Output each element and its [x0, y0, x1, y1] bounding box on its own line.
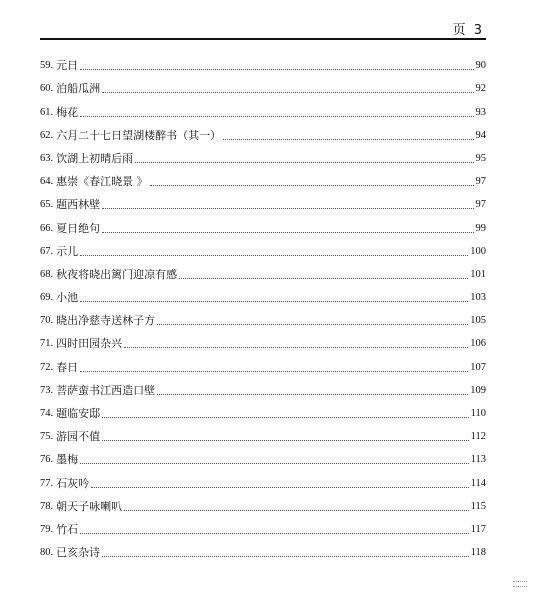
entry-number: 69.	[40, 292, 54, 304]
entry-page-number: 94	[475, 129, 486, 141]
dot-leader	[135, 161, 473, 163]
entry-title: 春日	[56, 360, 79, 374]
entry-title: 元日	[56, 59, 79, 73]
dot-leader	[124, 509, 469, 511]
toc-entry[interactable]	[40, 444, 486, 467]
toc-entry[interactable]	[40, 259, 486, 282]
entry-number: 63.	[40, 152, 54, 164]
toc-entry[interactable]	[40, 421, 486, 444]
entry-title: 泊船瓜洲	[56, 82, 101, 96]
entry-page-number: 97	[475, 199, 486, 211]
entry-number: 71.	[40, 338, 54, 350]
entry-title: 梅花	[56, 105, 79, 119]
dot-leader	[80, 532, 469, 534]
entry-title: 六月二十七日望湖楼醉书（其一）	[56, 128, 222, 142]
page-header	[40, 18, 486, 40]
dot-leader	[150, 184, 474, 186]
toc-entry[interactable]	[40, 73, 486, 96]
entry-title: 晓出净慈寺送林子方	[56, 314, 156, 328]
entry-title: 已亥杂诗	[56, 546, 101, 560]
toc-entry[interactable]	[40, 305, 486, 328]
entry-number: 65.	[40, 199, 54, 211]
entry-number: 61.	[40, 106, 54, 118]
toc-entry[interactable]	[40, 96, 486, 119]
entry-title: 题西林壁	[56, 198, 101, 212]
entry-title: 菩萨蛮书江西造口壁	[56, 383, 156, 397]
dot-leader	[80, 254, 468, 256]
entry-page-number: 114	[470, 477, 486, 489]
dot-leader	[102, 231, 473, 233]
dot-leader	[102, 439, 469, 441]
entry-page-number: 101	[470, 268, 486, 280]
toc-entry[interactable]	[40, 328, 486, 351]
dot-leader	[80, 370, 468, 372]
entry-title: 惠崇《春江晓景 》	[56, 175, 148, 189]
entry-page-number: 97	[475, 176, 486, 188]
entry-page-number: 115	[470, 500, 486, 512]
entry-page-number: 99	[475, 222, 486, 234]
toc-entry[interactable]	[40, 514, 486, 537]
entry-page-number: 90	[475, 60, 486, 72]
dot-leader	[102, 555, 469, 557]
toc-entry[interactable]	[40, 351, 486, 374]
dot-leader	[80, 462, 469, 464]
entry-number: 74.	[40, 408, 54, 419]
toc-entry[interactable]	[40, 189, 486, 212]
dot-leader	[157, 393, 468, 395]
entry-page-number: 92	[475, 83, 486, 95]
entry-title: 朝天子咏喇叭	[56, 499, 123, 513]
entry-title: 夏日绝句	[56, 221, 101, 235]
entry-number: 59.	[40, 60, 54, 72]
page-number-label: 页 3	[452, 23, 484, 38]
entry-title: 秋夜将晓出篱门迎凉有感	[56, 267, 178, 281]
entry-number: 80.	[40, 547, 54, 559]
toc-entry[interactable]	[40, 375, 486, 398]
entry-number: 73.	[40, 384, 54, 396]
entry-page-number: 100	[470, 245, 486, 257]
entry-page-number: 107	[470, 361, 486, 373]
entry-number: 75.	[40, 431, 54, 443]
entry-page-number: 103	[470, 292, 486, 304]
entry-number: 68.	[40, 268, 54, 280]
dot-leader	[179, 277, 468, 279]
entry-number: 66.	[40, 222, 54, 234]
dot-leader	[102, 207, 473, 209]
dot-leader	[102, 416, 469, 418]
toc-entry[interactable]	[40, 166, 486, 189]
toc-entry[interactable]	[40, 491, 486, 514]
toc-entry[interactable]	[40, 143, 486, 166]
corner-dotted-mark	[513, 581, 527, 587]
entry-page-number: 118	[470, 547, 486, 559]
dot-leader	[124, 346, 468, 348]
entry-title: 墨梅	[56, 453, 79, 467]
table-of-contents	[40, 50, 486, 560]
toc-entry[interactable]	[40, 212, 486, 235]
dot-leader	[223, 138, 473, 140]
toc-entry[interactable]	[40, 50, 486, 73]
toc-entry[interactable]	[40, 282, 486, 305]
dot-leader	[157, 323, 468, 325]
entry-page-number: 117	[470, 523, 486, 535]
dot-leader	[102, 91, 473, 93]
toc-entry[interactable]	[40, 537, 486, 560]
entry-page-number: 95	[475, 152, 486, 164]
entry-number: 60.	[40, 83, 54, 95]
entry-title: 题临安邸	[56, 407, 101, 420]
entry-title: 竹石	[56, 522, 79, 536]
toc-entry[interactable]	[40, 467, 486, 490]
dot-leader	[80, 300, 468, 302]
toc-entry[interactable]	[40, 236, 486, 259]
entry-title: 饮湖上初晴后雨	[56, 151, 134, 165]
entry-number: 76.	[40, 454, 54, 466]
entry-number: 78.	[40, 500, 54, 512]
entry-page-number: 93	[475, 106, 486, 118]
entry-title: 四时田园杂兴	[56, 337, 123, 351]
entry-number: 62.	[40, 129, 54, 141]
toc-entry[interactable]	[40, 120, 486, 143]
entry-number: 70.	[40, 315, 54, 327]
toc-entry[interactable]	[40, 398, 486, 421]
entry-number: 72.	[40, 361, 54, 373]
entry-page-number: 112	[470, 431, 486, 443]
entry-title: 示儿	[56, 244, 79, 258]
entry-title: 小池	[56, 291, 79, 305]
entry-page-number: 105	[470, 315, 486, 327]
dot-leader	[80, 68, 473, 70]
dot-leader	[91, 486, 469, 488]
entry-number: 67.	[40, 245, 54, 257]
entry-page-number: 109	[470, 384, 486, 396]
entry-number: 77.	[40, 477, 54, 489]
entry-page-number: 113	[470, 454, 486, 466]
dot-leader	[80, 115, 473, 117]
entry-page-number: 110	[470, 408, 486, 419]
entry-title: 游园不值	[56, 430, 101, 444]
entry-title: 石灰吟	[56, 476, 90, 490]
entry-page-number: 106	[470, 338, 486, 350]
entry-number: 64.	[40, 176, 54, 188]
entry-number: 79.	[40, 523, 54, 535]
